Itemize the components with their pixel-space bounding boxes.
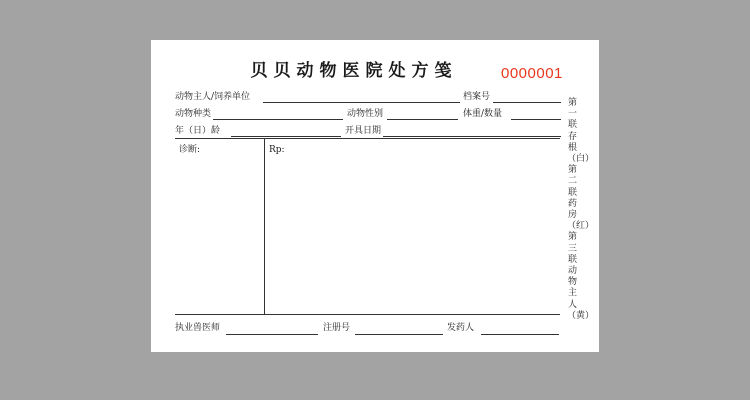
diagnosis-label: 诊断:: [179, 145, 201, 155]
dispenser-label: 发药人: [447, 323, 475, 333]
age-field[interactable]: [231, 136, 341, 137]
sex-field[interactable]: [387, 119, 458, 120]
rp-label: Rp:: [269, 145, 285, 155]
owner-field[interactable]: [263, 102, 460, 103]
species-field[interactable]: [213, 119, 343, 120]
vet-field[interactable]: [226, 334, 318, 335]
owner-label: 动物主人/饲养单位: [175, 92, 251, 102]
age-label: 年（日）龄: [175, 126, 221, 136]
serial-number: 0000001: [501, 65, 563, 82]
copy-distribution-note: 第一联存根（白）第二联药房（红）第三联动物主人（黄）: [567, 98, 595, 321]
date-label: 开具日期: [345, 126, 382, 136]
reg-no-field[interactable]: [355, 334, 443, 335]
dispenser-field[interactable]: [481, 334, 559, 335]
file-no-field[interactable]: [493, 102, 561, 103]
form-title: 贝贝动物医院处方笺: [250, 61, 458, 81]
reg-no-label: 注册号: [323, 323, 351, 333]
sex-label: 动物性别: [347, 109, 384, 119]
species-label: 动物种类: [175, 109, 212, 119]
body-bottom-rule: [175, 314, 560, 315]
weight-field[interactable]: [511, 119, 561, 120]
file-no-label: 档案号: [463, 92, 491, 102]
vet-label: 执业兽医师: [175, 323, 221, 333]
weight-label: 体重/数量: [463, 109, 503, 119]
column-divider: [264, 138, 265, 314]
date-field[interactable]: [383, 136, 561, 137]
body-top-rule: [175, 138, 560, 139]
prescription-form: [151, 40, 599, 352]
